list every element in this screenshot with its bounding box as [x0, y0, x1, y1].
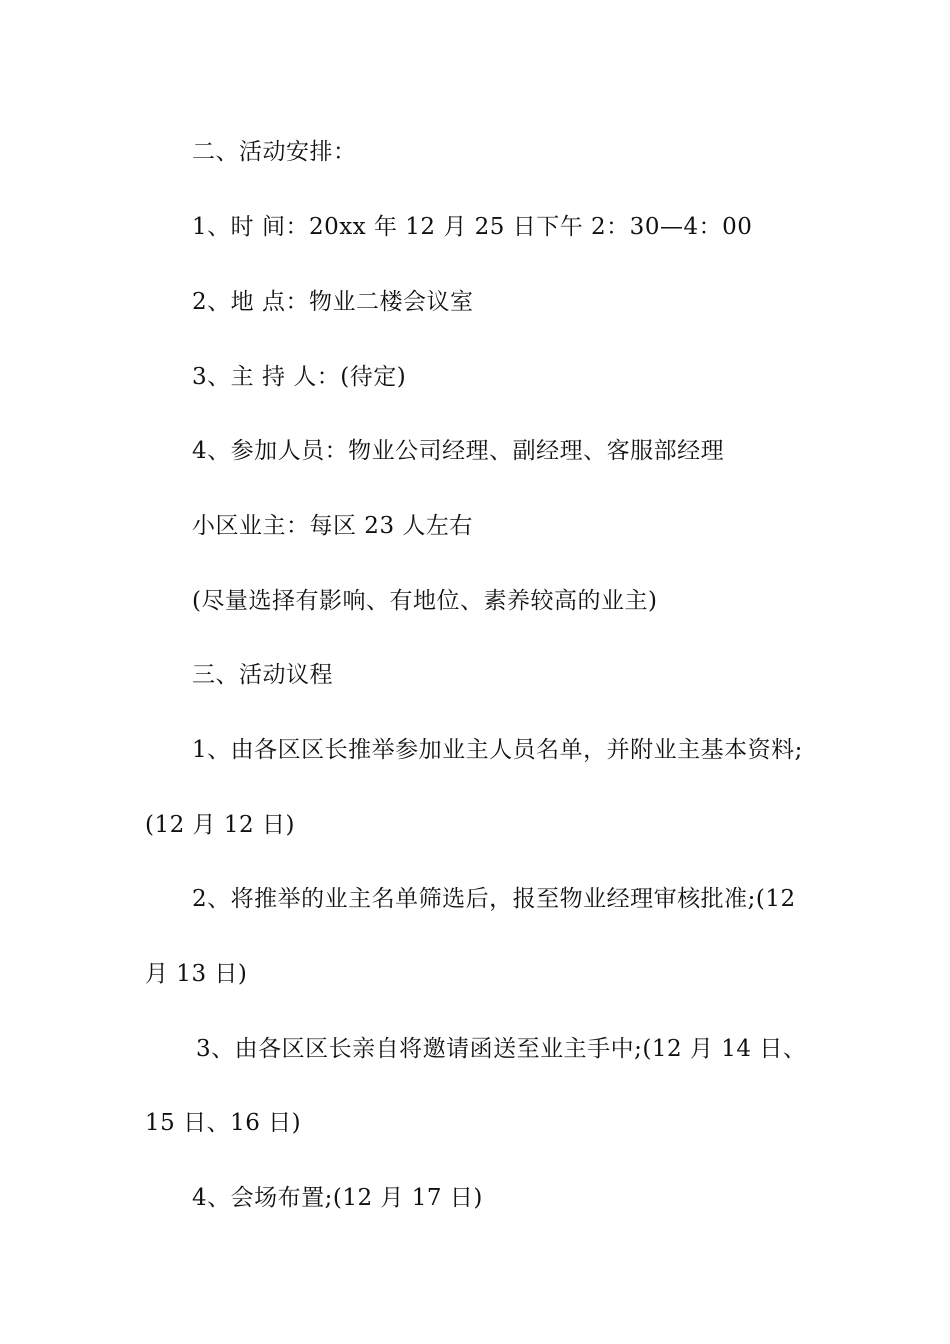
owners-note-line: (尽量选择有影响、有地位、素养较高的业主)	[192, 588, 658, 614]
agenda-item-2: 2、将推举的业主名单筛选后，报至物业经理审核批准;(12	[192, 886, 796, 912]
time-line: 1、时 间：20xx 年 12 月 25 日下午 2：30—4：00	[192, 214, 753, 240]
agenda-item-3: 3、由各区区长亲自将邀请函送至业主手中;(12 月 14 日、	[196, 1036, 807, 1062]
agenda-item-4: 4、会场布置;(12 月 17 日)	[192, 1185, 483, 1211]
owners-line: 小区业主：每区 23 人左右	[192, 513, 473, 539]
section-heading-agenda: 三、活动议程	[192, 662, 333, 688]
location-line: 2、地 点：物业二楼会议室	[192, 289, 474, 315]
agenda-item-1-date: (12 月 12 日)	[145, 812, 295, 838]
section-heading-arrangement: 二、活动安排：	[192, 139, 357, 165]
host-line: 3、主 持 人：(待定)	[192, 364, 407, 390]
agenda-item-3-date: 15 日、16 日)	[145, 1110, 302, 1136]
agenda-item-1: 1、由各区区长推举参加业主人员名单，并附业主基本资料;	[192, 737, 803, 763]
participants-line: 4、参加人员：物业公司经理、副经理、客服部经理	[192, 438, 725, 464]
agenda-item-2-date: 月 13 日)	[145, 961, 248, 987]
